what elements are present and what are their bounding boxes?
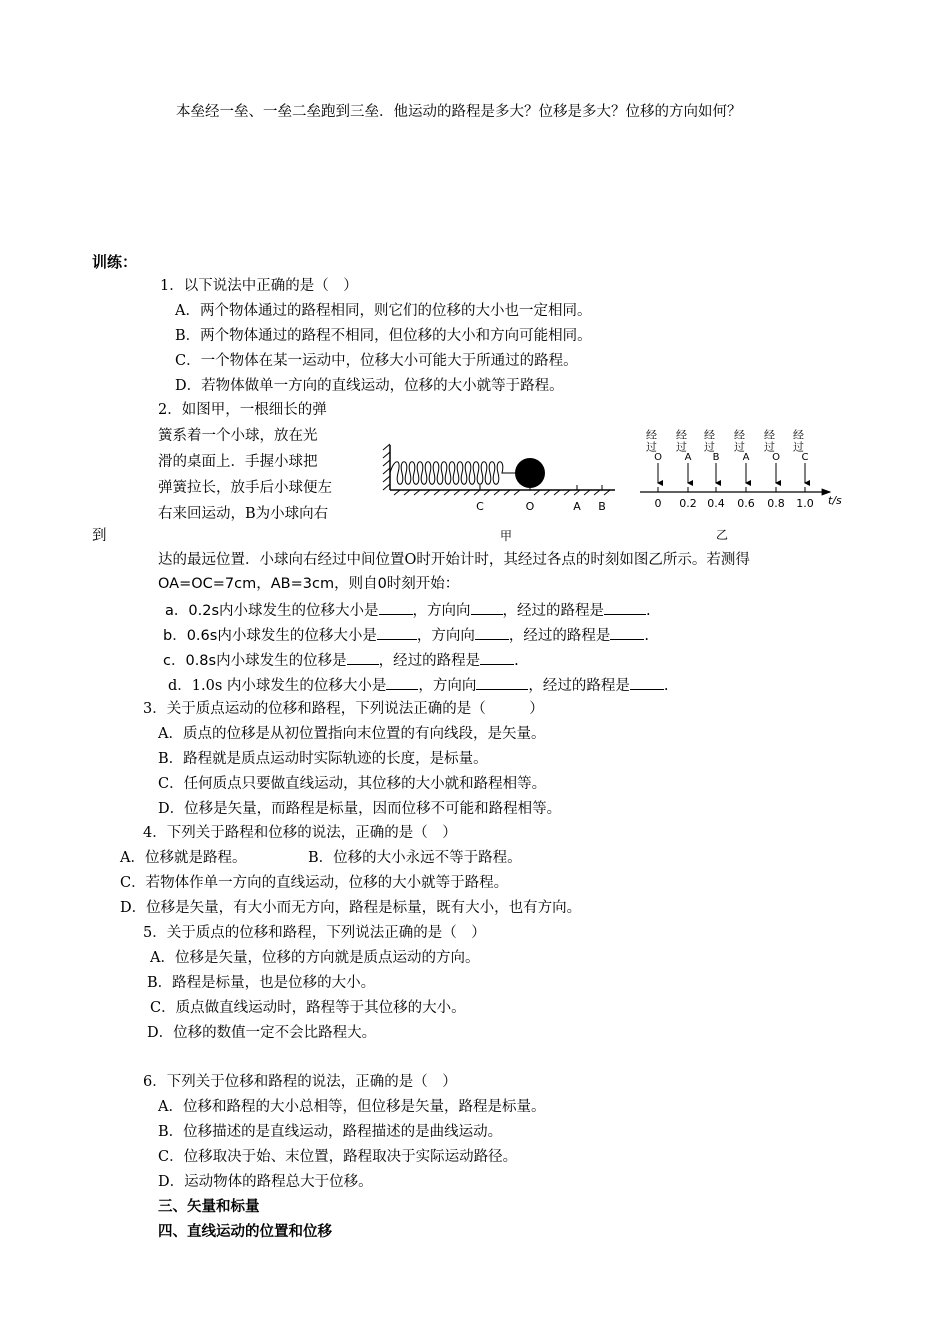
- q6-option-c: C．位移取决于始、末位置，路程取决于实际运动路径。: [158, 1149, 518, 1165]
- figure-jia: [380, 430, 630, 545]
- pass-label: 经过: [674, 429, 688, 453]
- pass-point: O: [772, 452, 780, 463]
- pass-column-4: [733, 429, 750, 483]
- q2-line-5: 右来回运动，B为小球向右: [158, 506, 329, 522]
- sub-a-text-4: .: [646, 603, 651, 619]
- q5-option-c: C．质点做直线运动时，路程等于其位移的大小。: [150, 1000, 466, 1016]
- sub-d-text-2: ，方向向: [418, 678, 477, 694]
- sub-a-label: a．0.2s: [165, 603, 219, 619]
- intro-text: 本垒经一垒、一垒二垒跑到三垒．他运动的路程是多大？位移是多大？位移的方向如何？: [176, 104, 742, 120]
- point-label-o: O: [525, 500, 535, 513]
- figure-yi: [630, 415, 845, 545]
- q2-line-1: 2．如图甲，一根细长的弹: [158, 402, 327, 418]
- q3-option-b: B．路程就是质点运动时实际轨迹的长度，是标量。: [158, 751, 488, 767]
- sub-c-label: c．0.8s: [163, 653, 217, 669]
- blank-path[interactable]: [630, 675, 664, 690]
- q1-option-d: D．若物体做单一方向的直线运动，位移的大小就等于路程。: [175, 378, 564, 394]
- q2-continuation-2: OA=OC=7cm，AB=3cm，则自0时刻开始：: [158, 576, 460, 592]
- pass-point: A: [742, 452, 750, 463]
- point-label-c: C: [476, 500, 484, 513]
- q4-option-c: C．若物体作单一方向的直线运动，位移的大小就等于路程。: [120, 875, 509, 891]
- q2-sub-b: [163, 625, 649, 646]
- axis-label-t: t/s: [828, 494, 842, 507]
- sub-b-text-4: .: [644, 628, 649, 644]
- pass-column-2: [675, 429, 692, 483]
- point-label-b: B: [598, 500, 606, 513]
- q5-option-a: A．位移是矢量，位移的方向就是质点运动的方向。: [150, 950, 480, 966]
- sub-b-text-1: 内小球发生的位移大小是: [217, 628, 377, 644]
- time-tick-label: 0: [654, 497, 662, 510]
- blank-direction[interactable]: [475, 625, 509, 640]
- sub-c-text-3: .: [514, 653, 519, 669]
- pass-column-6: [792, 429, 809, 483]
- q2-continuation-prefix: 到: [92, 528, 107, 544]
- sub-d-text-1: d．1.0s 内小球发生的位移大小是: [168, 678, 387, 694]
- q6-stem: 6．下列关于位移和路程的说法，正确的是（ ）: [143, 1074, 457, 1090]
- time-tick-label: 0.2: [679, 497, 697, 510]
- section-heading-4: 四、直线运动的位置和位移: [158, 1223, 332, 1240]
- q6-option-d: D．运动物体的路程总大于位移。: [158, 1174, 373, 1190]
- blank-path[interactable]: [610, 625, 644, 640]
- q3-option-d: D．位移是矢量，而路程是标量，因而位移不可能和路程相等。: [158, 801, 562, 817]
- pass-label: 经过: [702, 429, 716, 453]
- q4-option-d: D．位移是矢量，有大小而无方向，路程是标量，既有大小，也有方向。: [120, 900, 582, 916]
- pass-label: 经过: [644, 429, 658, 453]
- ball: [515, 458, 545, 488]
- sub-b-text-2: ，方向向: [416, 628, 475, 644]
- q5-option-b: B．路程是标量，也是位移的大小。: [147, 975, 376, 991]
- caption-yi: 乙: [715, 528, 729, 542]
- q4-stem: 4．下列关于路程和位移的说法，正确的是（ ）: [143, 825, 457, 841]
- pass-column-5: [763, 429, 781, 483]
- pass-label: 经过: [762, 429, 776, 453]
- section-heading-3: 三、矢量和标量: [158, 1198, 260, 1215]
- sub-a-text-2: ，方向向: [412, 603, 471, 619]
- sub-c-text-2: ，经过的路程是: [378, 653, 481, 669]
- blank-direction[interactable]: [476, 675, 528, 690]
- time-tick-label: 0.8: [767, 497, 785, 510]
- sub-c-text-1: 内小球发生的位移是: [216, 653, 347, 669]
- pass-point: B: [712, 452, 720, 463]
- blank-displacement[interactable]: [377, 625, 417, 640]
- pass-point: A: [684, 452, 692, 463]
- blank-path[interactable]: [480, 650, 514, 665]
- time-tick-label: 0.6: [737, 497, 755, 510]
- wall-hatch: [383, 444, 390, 490]
- sub-d-text-4: .: [663, 678, 669, 694]
- sub-a-text-3: ，经过的路程是: [502, 603, 604, 619]
- q5-stem: 5．关于质点的位移和路程，下列说法正确的是（ ）: [143, 925, 486, 941]
- blank-path[interactable]: [604, 600, 646, 615]
- q3-option-a: A．质点的位移是从初位置指向末位置的有向线段，是矢量。: [158, 726, 546, 742]
- q4-option-b: B．位移的大小永远不等于路程。: [308, 850, 522, 866]
- time-tick-label: 1.0: [796, 497, 814, 510]
- blank-displacement[interactable]: [379, 600, 413, 615]
- q1-option-b: B．两个物体通过的路程不相同，但位移的大小和方向可能相同。: [175, 328, 592, 344]
- pass-column-3: [703, 429, 720, 483]
- point-label-a: A: [573, 500, 581, 513]
- pass-point: O: [654, 452, 662, 463]
- pass-column-1: [645, 429, 663, 483]
- q6-option-a: A．位移和路程的大小总相等，但位移是矢量，路程是标量。: [158, 1099, 546, 1115]
- caption-jia: 甲: [499, 529, 513, 543]
- q3-stem: 3．关于质点运动的位移和路程，下列说法正确的是（ ）: [143, 701, 544, 717]
- sub-d-text-3: ，经过的路程是: [528, 678, 630, 694]
- q2-line-2: 簧系着一个小球，放在光: [158, 428, 318, 444]
- blank-displacement[interactable]: [347, 650, 379, 665]
- sub-a-text-1: 内小球发生的位移大小是: [219, 603, 379, 619]
- spring: [390, 462, 516, 485]
- sub-b-text-3: ，经过的路程是: [508, 628, 611, 644]
- q4-option-a: A．位移就是路程。: [120, 850, 247, 866]
- blank-displacement[interactable]: [386, 675, 418, 690]
- q2-sub-c: [163, 650, 519, 671]
- q1-option-c: C．一个物体在某一运动中，位移大小可能大于所通过的路程。: [175, 353, 578, 369]
- q3-option-c: C．任何质点只要做直线运动，其位移的大小就和路程相等。: [158, 776, 547, 792]
- training-heading: 训练：: [92, 253, 138, 271]
- q2-sub-d: [168, 675, 669, 696]
- time-tick-label: 0.4: [707, 497, 725, 510]
- blank-direction[interactable]: [471, 600, 503, 615]
- q1-stem: 1．以下说法中正确的是（ ）: [160, 278, 358, 294]
- q2-line-3: 滑的桌面上．手握小球把: [158, 454, 318, 470]
- q2-sub-a: [165, 600, 651, 621]
- pass-label: 经过: [791, 429, 805, 453]
- pass-point: C: [801, 452, 809, 463]
- q2-continuation-1: 达的最远位置．小球向右经过中间位置O时开始计时，其经过各点的时刻如图乙所示。若测得: [158, 552, 750, 568]
- pass-label: 经过: [732, 429, 746, 453]
- q1-option-a: A．两个物体通过的路程相同，则它们的位移的大小也一定相同。: [175, 303, 592, 319]
- q2-line-4: 弹簧拉长，放手后小球便左: [158, 480, 332, 496]
- sub-b-label: b．0.6s: [163, 628, 218, 644]
- q6-option-b: B．位移描述的是直线运动，路程描述的是曲线运动。: [158, 1124, 503, 1140]
- q5-option-d: D．位移的数值一定不会比路程大。: [147, 1025, 377, 1041]
